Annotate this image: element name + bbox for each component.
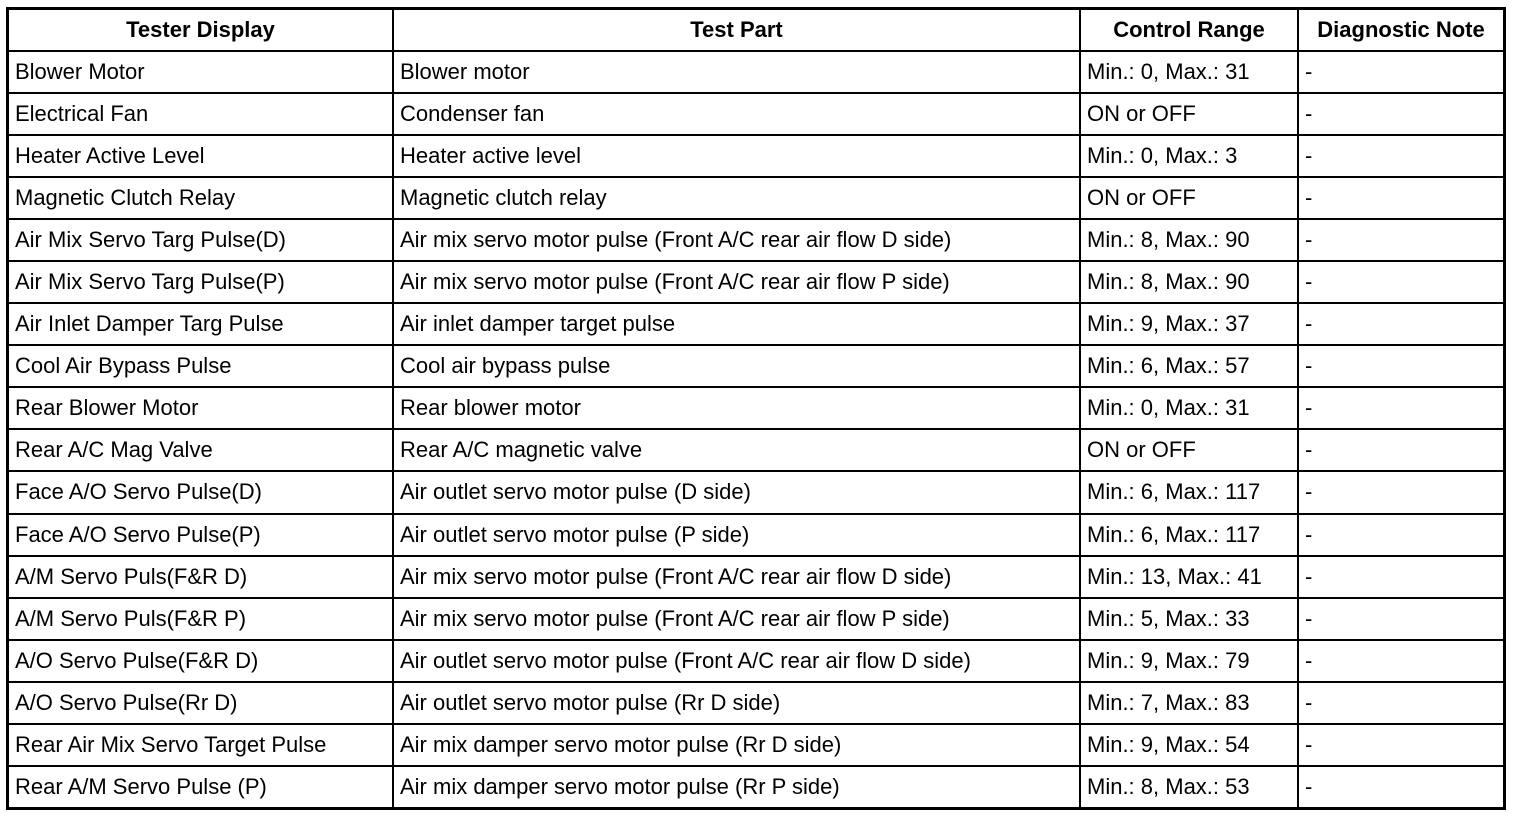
cell-test-part: Air mix servo motor pulse (Front A/C rear air flow P side) [393,261,1080,303]
table-row [9,682,1503,724]
cell-control-range: Min.: 6, Max.: 57 [1080,345,1298,387]
cell-test-part: Cool air bypass pulse [393,345,1080,387]
table-row [9,51,1503,93]
cell-tester-display: Rear A/M Servo Pulse (P) [9,766,393,807]
table-header-row [9,10,1503,51]
table-body [9,51,1503,807]
cell-control-range: Min.: 8, Max.: 90 [1080,219,1298,261]
cell-tester-display: Blower Motor [9,51,393,93]
cell-control-range: Min.: 9, Max.: 37 [1080,303,1298,345]
cell-control-range: Min.: 5, Max.: 33 [1080,598,1298,640]
cell-diagnostic-note: - [1298,387,1503,429]
cell-diagnostic-note: - [1298,471,1503,513]
table-row [9,471,1503,513]
cell-test-part: Air mix damper servo motor pulse (Rr P side) [393,766,1080,807]
cell-test-part: Air mix servo motor pulse (Front A/C rear air flow D side) [393,219,1080,261]
cell-control-range: ON or OFF [1080,93,1298,135]
cell-tester-display: A/M Servo Puls(F&R D) [9,556,393,598]
cell-test-part: Rear blower motor [393,387,1080,429]
cell-control-range: Min.: 9, Max.: 54 [1080,724,1298,766]
cell-test-part: Heater active level [393,135,1080,177]
cell-test-part: Air outlet servo motor pulse (Front A/C rear air flow D side) [393,640,1080,682]
cell-tester-display: A/O Servo Pulse(Rr D) [9,682,393,724]
table-row [9,598,1503,640]
active-test-table [9,10,1503,807]
cell-control-range: Min.: 6, Max.: 117 [1080,514,1298,556]
table-row [9,261,1503,303]
header-tester-display: Tester Display [9,10,393,51]
cell-test-part: Air mix servo motor pulse (Front A/C rear air flow P side) [393,598,1080,640]
cell-control-range: Min.: 0, Max.: 3 [1080,135,1298,177]
cell-diagnostic-note: - [1298,514,1503,556]
cell-diagnostic-note: - [1298,556,1503,598]
cell-diagnostic-note: - [1298,51,1503,93]
cell-tester-display: Electrical Fan [9,93,393,135]
cell-tester-display: Air Mix Servo Targ Pulse(D) [9,219,393,261]
cell-tester-display: A/M Servo Puls(F&R P) [9,598,393,640]
cell-tester-display: A/O Servo Pulse(F&R D) [9,640,393,682]
cell-test-part: Air outlet servo motor pulse (P side) [393,514,1080,556]
cell-diagnostic-note: - [1298,766,1503,807]
cell-control-range: Min.: 7, Max.: 83 [1080,682,1298,724]
cell-diagnostic-note: - [1298,177,1503,219]
cell-tester-display: Magnetic Clutch Relay [9,177,393,219]
cell-diagnostic-note: - [1298,640,1503,682]
cell-tester-display: Air Inlet Damper Targ Pulse [9,303,393,345]
cell-tester-display: Heater Active Level [9,135,393,177]
cell-test-part: Air inlet damper target pulse [393,303,1080,345]
cell-diagnostic-note: - [1298,303,1503,345]
header-diagnostic-note: Diagnostic Note [1298,10,1503,51]
cell-control-range: Min.: 0, Max.: 31 [1080,51,1298,93]
cell-diagnostic-note: - [1298,345,1503,387]
header-test-part: Test Part [393,10,1080,51]
cell-diagnostic-note: - [1298,93,1503,135]
table-row [9,135,1503,177]
table-row [9,177,1503,219]
cell-control-range: ON or OFF [1080,429,1298,471]
cell-control-range: Min.: 13, Max.: 41 [1080,556,1298,598]
cell-diagnostic-note: - [1298,724,1503,766]
active-test-table-container [6,7,1506,810]
cell-test-part: Rear A/C magnetic valve [393,429,1080,471]
cell-test-part: Air mix damper servo motor pulse (Rr D side) [393,724,1080,766]
cell-control-range: ON or OFF [1080,177,1298,219]
cell-control-range: Min.: 8, Max.: 53 [1080,766,1298,807]
cell-test-part: Air outlet servo motor pulse (Rr D side) [393,682,1080,724]
header-control-range: Control Range [1080,10,1298,51]
table-row [9,387,1503,429]
cell-tester-display: Cool Air Bypass Pulse [9,345,393,387]
cell-test-part: Condenser fan [393,93,1080,135]
cell-control-range: Min.: 0, Max.: 31 [1080,387,1298,429]
table-row [9,724,1503,766]
cell-diagnostic-note: - [1298,429,1503,471]
cell-control-range: Min.: 8, Max.: 90 [1080,261,1298,303]
cell-tester-display: Rear A/C Mag Valve [9,429,393,471]
table-row [9,556,1503,598]
table-row [9,303,1503,345]
table-row [9,219,1503,261]
cell-test-part: Air outlet servo motor pulse (D side) [393,471,1080,513]
table-row [9,93,1503,135]
cell-tester-display: Face A/O Servo Pulse(P) [9,514,393,556]
cell-diagnostic-note: - [1298,219,1503,261]
cell-tester-display: Rear Air Mix Servo Target Pulse [9,724,393,766]
cell-test-part: Magnetic clutch relay [393,177,1080,219]
table-row [9,514,1503,556]
cell-control-range: Min.: 6, Max.: 117 [1080,471,1298,513]
table-row [9,766,1503,807]
table-row [9,640,1503,682]
cell-tester-display: Face A/O Servo Pulse(D) [9,471,393,513]
cell-control-range: Min.: 9, Max.: 79 [1080,640,1298,682]
cell-test-part: Air mix servo motor pulse (Front A/C rear air flow D side) [393,556,1080,598]
cell-tester-display: Rear Blower Motor [9,387,393,429]
cell-diagnostic-note: - [1298,135,1503,177]
table-row [9,345,1503,387]
cell-diagnostic-note: - [1298,682,1503,724]
cell-diagnostic-note: - [1298,598,1503,640]
cell-tester-display: Air Mix Servo Targ Pulse(P) [9,261,393,303]
cell-test-part: Blower motor [393,51,1080,93]
cell-diagnostic-note: - [1298,261,1503,303]
table-row [9,429,1503,471]
